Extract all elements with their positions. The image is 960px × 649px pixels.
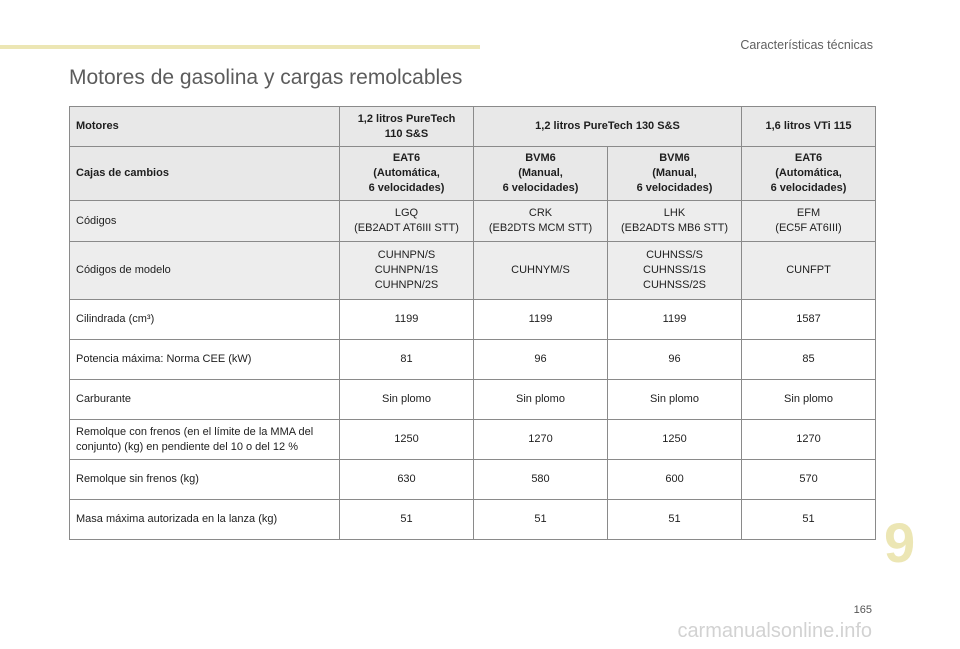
- value-cell: 580: [474, 460, 608, 500]
- section-header: Características técnicas: [740, 38, 873, 52]
- value-cell: LHK (EB2ADTS MB6 STT): [608, 201, 742, 242]
- value-cell: 1270: [474, 420, 608, 460]
- row-label: Carburante: [70, 380, 340, 420]
- row-label: Remolque sin frenos (kg): [70, 460, 340, 500]
- value-cell: 1270: [742, 420, 876, 460]
- value-cell: 96: [474, 340, 608, 380]
- table-row: [70, 201, 876, 242]
- gearboxes-row: [70, 147, 876, 201]
- value-cell: CUNFPT: [742, 242, 876, 300]
- value-cell: EFM (EC5F AT6III): [742, 201, 876, 242]
- value-cell: 570: [742, 460, 876, 500]
- value-cell: CUHNPN/S CUHNPN/1S CUHNPN/2S: [340, 242, 474, 300]
- chapter-number: 9: [884, 511, 916, 574]
- table-row: [70, 300, 876, 340]
- gearbox-cell: EAT6 (Automática, 6 velocidades): [742, 147, 876, 201]
- row-label: Remolque con frenos (en el límite de la MMA del conjunto) (kg) en pendiente del 10 o del 12 %: [70, 420, 340, 460]
- value-cell: CUHNSS/S CUHNSS/1S CUHNSS/2S: [608, 242, 742, 300]
- table-row: [70, 340, 876, 380]
- value-cell: Sin plomo: [742, 380, 876, 420]
- value-cell: 1199: [474, 300, 608, 340]
- row-label: Potencia máxima: Norma CEE (kW): [70, 340, 340, 380]
- value-cell: 51: [474, 500, 608, 540]
- engine-cell: 1,6 litros VTi 115: [742, 107, 876, 147]
- value-cell: CUHNYM/S: [474, 242, 608, 300]
- engines-label: Motores: [70, 107, 340, 147]
- row-label: Códigos de modelo: [70, 242, 340, 300]
- value-cell: Sin plomo: [340, 380, 474, 420]
- row-label: Códigos: [70, 201, 340, 242]
- table-row: [70, 460, 876, 500]
- value-cell: 51: [742, 500, 876, 540]
- top-rule: [0, 45, 480, 49]
- engine-cell: 1,2 litros PureTech 130 S&S: [474, 107, 742, 147]
- engines-row: [70, 107, 876, 147]
- page-number: 165: [853, 604, 872, 616]
- value-cell: 51: [340, 500, 474, 540]
- gearbox-cell: BVM6 (Manual, 6 velocidades): [474, 147, 608, 201]
- table-row: [70, 380, 876, 420]
- value-cell: 1199: [340, 300, 474, 340]
- value-cell: Sin plomo: [608, 380, 742, 420]
- page-title: Motores de gasolina y cargas remolcables: [69, 66, 463, 89]
- gearbox-cell: BVM6 (Manual, 6 velocidades): [608, 147, 742, 201]
- value-cell: CRK (EB2DTS MCM STT): [474, 201, 608, 242]
- gearboxes-label: Cajas de cambios: [70, 147, 340, 201]
- watermark: carmanualsonline.info: [677, 620, 872, 642]
- value-cell: 600: [608, 460, 742, 500]
- value-cell: 1199: [608, 300, 742, 340]
- value-cell: Sin plomo: [474, 380, 608, 420]
- value-cell: 81: [340, 340, 474, 380]
- table-row: [70, 500, 876, 540]
- value-cell: LGQ (EB2ADT AT6III STT): [340, 201, 474, 242]
- value-cell: 1250: [608, 420, 742, 460]
- row-label: Masa máxima autorizada en la lanza (kg): [70, 500, 340, 540]
- value-cell: 85: [742, 340, 876, 380]
- value-cell: 1587: [742, 300, 876, 340]
- table-row: [70, 242, 876, 300]
- table-row: [70, 420, 876, 460]
- spec-table: [69, 106, 876, 540]
- row-label: Cilindrada (cm³): [70, 300, 340, 340]
- value-cell: 1250: [340, 420, 474, 460]
- value-cell: 96: [608, 340, 742, 380]
- value-cell: 51: [608, 500, 742, 540]
- value-cell: 630: [340, 460, 474, 500]
- engine-cell: 1,2 litros PureTech 110 S&S: [340, 107, 474, 147]
- gearbox-cell: EAT6 (Automática, 6 velocidades): [340, 147, 474, 201]
